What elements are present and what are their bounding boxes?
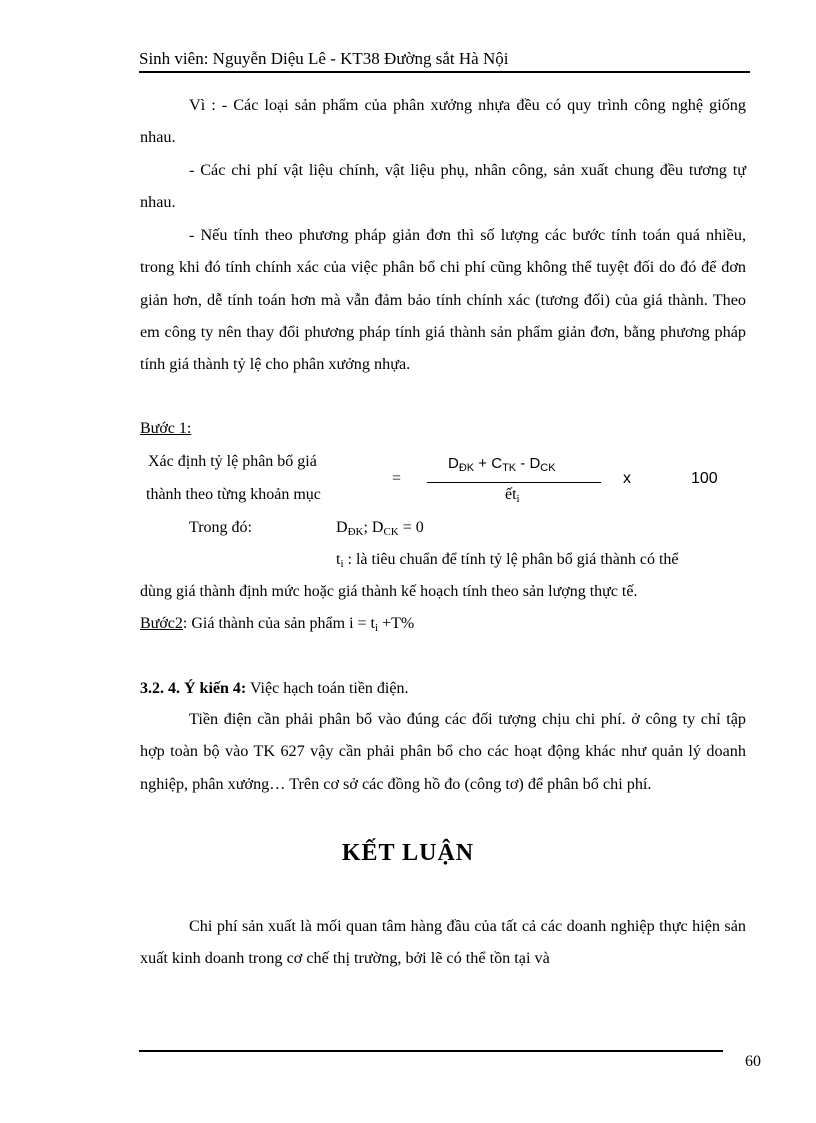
footer-rule — [139, 1050, 723, 1052]
paragraph-reason-2: - Các chi phí vật liệu chính, vật liệu phụ, nhân công, sản xuất chung đều tương tự nhau. — [140, 161, 746, 212]
fraction-bar — [427, 482, 601, 483]
header-rule — [139, 71, 750, 73]
section-heading: 3.2. 4. Ý kiến 4: Việc hạch toán tiền điện. — [140, 680, 409, 697]
step1-label: Bước 1: — [140, 420, 192, 437]
condition-text: $D_{ĐK}$; $D_{CK} = 0$ — [336, 519, 424, 538]
ti-definition: $t_i$ : là tiêu chuẩn để tính tỷ lệ phân bổ giá thành có thể — [336, 551, 679, 570]
formula-hundred: 100 — [691, 470, 718, 487]
step2-line: Bước2: Giá thành của sản phẩm $i = t_i +T\%$ — [140, 615, 415, 634]
conclusion-title: KẾT LUẬN — [341, 840, 475, 866]
formula-numerator: $D_{ĐK} + C_{TK} - D_{CK}$ — [448, 455, 556, 474]
paragraph-reason-3: - Nếu tính theo phương pháp giản đơn thì số lượng các bước tính toán quá nhiều, trong khi đó tính chính xác của việc phân bổ chi phí cũng không thể tuyệt đối do đó để đơn giản hơn, dễ tính toán hơn mà vẫn đảm bảo tính chính xác (tương đối) của giá thành. Theo em công ty nên thay đổi phương pháp tính giá thành sản phẩm giản đơn, bằng phương pháp tính giá thành tỷ lệ cho phân xưởng nhựa. — [140, 226, 746, 374]
formula-lhs-line1: Xác định tỷ lệ phân bổ giá — [148, 453, 317, 470]
formula-times: x — [623, 470, 631, 487]
formula-equals: = — [392, 470, 402, 487]
page-header: Sinh viên: Nguyễn Diệu Lê - KT38 Đường sắt Hà Nội — [139, 49, 509, 68]
paragraph-reason-1: Vì : - Các loại sản phẩm của phân xưởng nhựa đều có quy trình công nghệ giống nhau. — [140, 96, 746, 147]
formula-denominator: ết$_i$ — [505, 486, 520, 505]
formula-lhs-line2: thành theo từng khoản mục — [146, 486, 321, 503]
paragraph-conclusion: Chi phí sản xuất là mối quan tâm hàng đầu của tất cả các doanh nghiệp thực hiện sản xuất kinh doanh trong cơ chế thị trường, bởi lẽ có thể tồn tại và — [140, 917, 746, 968]
trong-do-label: Trong đó: — [189, 519, 252, 536]
ti-definition-cont: dùng giá thành định mức hoặc giá thành kế hoạch tính theo sản lượng thực tế. — [140, 583, 638, 600]
page-number: 60 — [745, 1053, 761, 1070]
paragraph-electricity: Tiền điện cần phải phân bổ vào đúng các đối tượng chịu chi phí. ở công ty chỉ tập hợp toàn bộ vào TK 627 vậy cần phải phân bổ cho các hoạt động khác như quản lý doanh nghiệp, phân xưởng… Trên cơ sở các đồng hồ đo (công tơ) để phân bổ chi phí. — [140, 710, 746, 793]
